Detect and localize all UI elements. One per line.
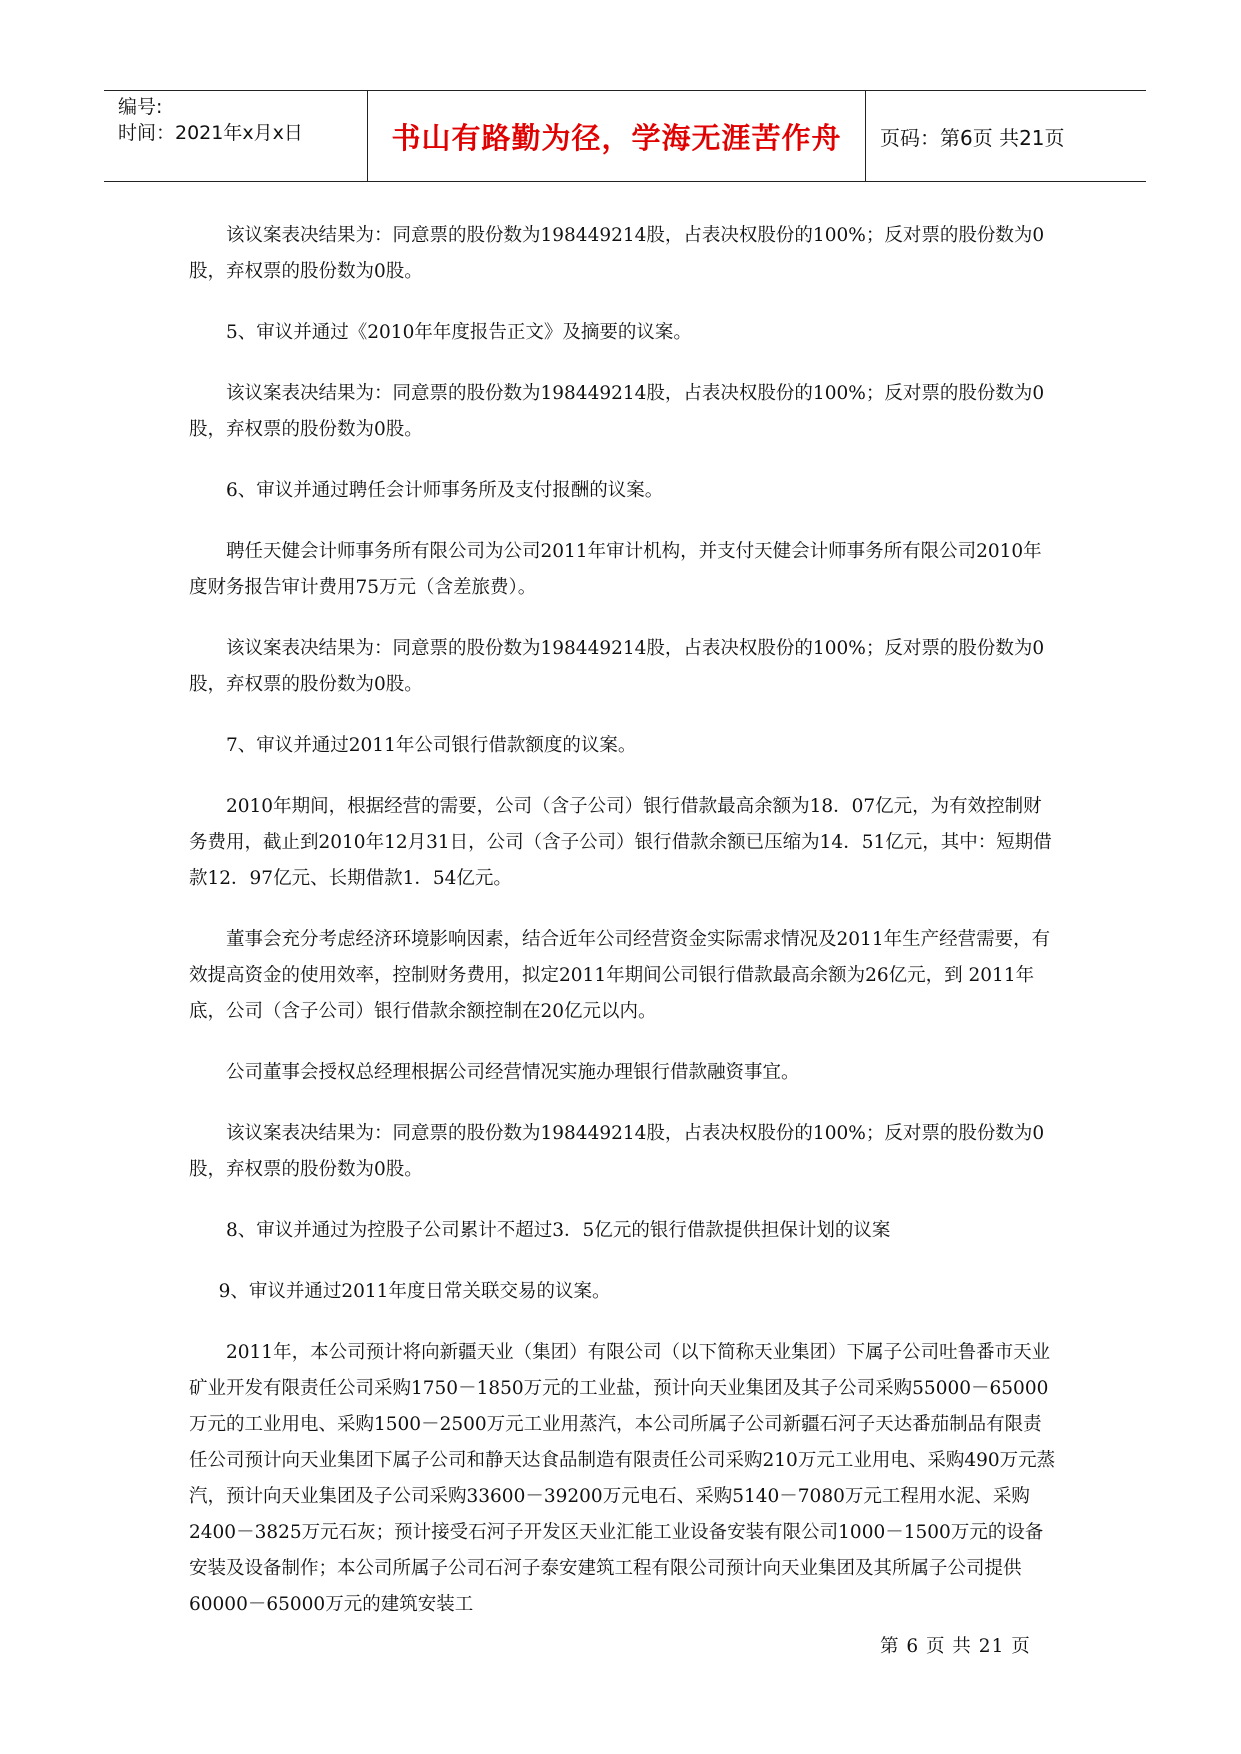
header-motto: 书山有路勤为径，学海无涯苦作舟 <box>368 91 866 181</box>
paragraph: 该议案表决结果为：同意票的股份数为198449214股，占表决权股份的100%；反对票的股份数为0股，弃权票的股份数为0股。 <box>189 383 1045 440</box>
paragraph: 董事会充分考虑经济环境影响因素，结合近年公司经营资金实际需求情况及2011年生产经营需要，有效提高资金的使用效率，控制财务费用，拟定2011年期间公司银行借款最高余额为26亿元，到 2011年底，公司（含子公司）银行借款余额控制在20亿元以内。 <box>189 929 1051 1022</box>
paragraph: 5、审议并通过《2010年年度报告正文》及摘要的议案。 <box>226 322 692 343</box>
page-header <box>104 90 1146 182</box>
paragraph: 2011年，本公司预计将向新疆天业（集团）有限公司（以下简称天业集团）下属子公司吐鲁番市天业矿业开发有限责任公司采购1750－1850万元的工业盐，预计向天业集团及其子公司采购55000－65000万元的工业用电、采购1500－2500万元工业用蒸汽，本公司所属子公司新疆石河子天达番茄制品有限责任公司预计向天业集团下属子公司和静天达食品制造有限责任公司采购210万元工业用电、采购490万元蒸汽，预计向天业集团及子公司采购33600－39200万元电石、采购5140－7080万元工程用水泥、采购2400－3825万元石灰；预计接受石河子开发区天业汇能工业设备安装有限公司1000－1500万元的设备安装及设备制作；本公司所属子公司石河子泰安建筑工程有限公司预计向天业集团及其所属子公司提供60000－65000万元的建筑安装工 <box>189 1342 1056 1615</box>
paragraph: 聘任天健会计师事务所有限公司为公司2011年审计机构，并支付天健会计师事务所有限公司2010年度财务报告审计费用75万元（含差旅费）。 <box>189 541 1042 598</box>
document-body <box>189 218 1057 1648</box>
header-page-label: 页码：第6页 共21页 <box>880 125 1065 150</box>
page-footer: 第 6 页 共 21 页 <box>880 1636 1031 1657</box>
paragraph: 2010年期间，根据经营的需要，公司（含子公司）银行借款最高余额为18．07亿元，为有效控制财务费用，截止到2010年12月31日，公司（含子公司）银行借款余额已压缩为14．51亿元，其中：短期借款12．97亿元、长期借款1．54亿元。 <box>189 796 1052 889</box>
paragraph: 6、审议并通过聘任会计师事务所及支付报酬的议案。 <box>226 480 664 501</box>
paragraph: 8、审议并通过为控股子公司累计不超过3．5亿元的银行借款提供担保计划的议案 <box>226 1220 891 1241</box>
paragraph: 该议案表决结果为：同意票的股份数为198449214股，占表决权股份的100%；反对票的股份数为0股，弃权票的股份数为0股。 <box>189 225 1045 282</box>
paragraph: 9、审议并通过2011年度日常关联交易的议案。 <box>218 1281 611 1302</box>
paragraph: 公司董事会授权总经理根据公司经营情况实施办理银行借款融资事宜。 <box>226 1062 800 1083</box>
paragraph: 该议案表决结果为：同意票的股份数为198449214股，占表决权股份的100%；反对票的股份数为0股，弃权票的股份数为0股。 <box>189 1123 1045 1180</box>
document-time-label: 时间：2021年x月x日 <box>118 122 303 144</box>
document-number-label: 编号: <box>118 96 163 118</box>
paragraph: 7、审议并通过2011年公司银行借款额度的议案。 <box>226 735 637 756</box>
paragraph: 该议案表决结果为：同意票的股份数为198449214股，占表决权股份的100%；反对票的股份数为0股，弃权票的股份数为0股。 <box>189 638 1045 695</box>
header-info <box>104 91 368 181</box>
